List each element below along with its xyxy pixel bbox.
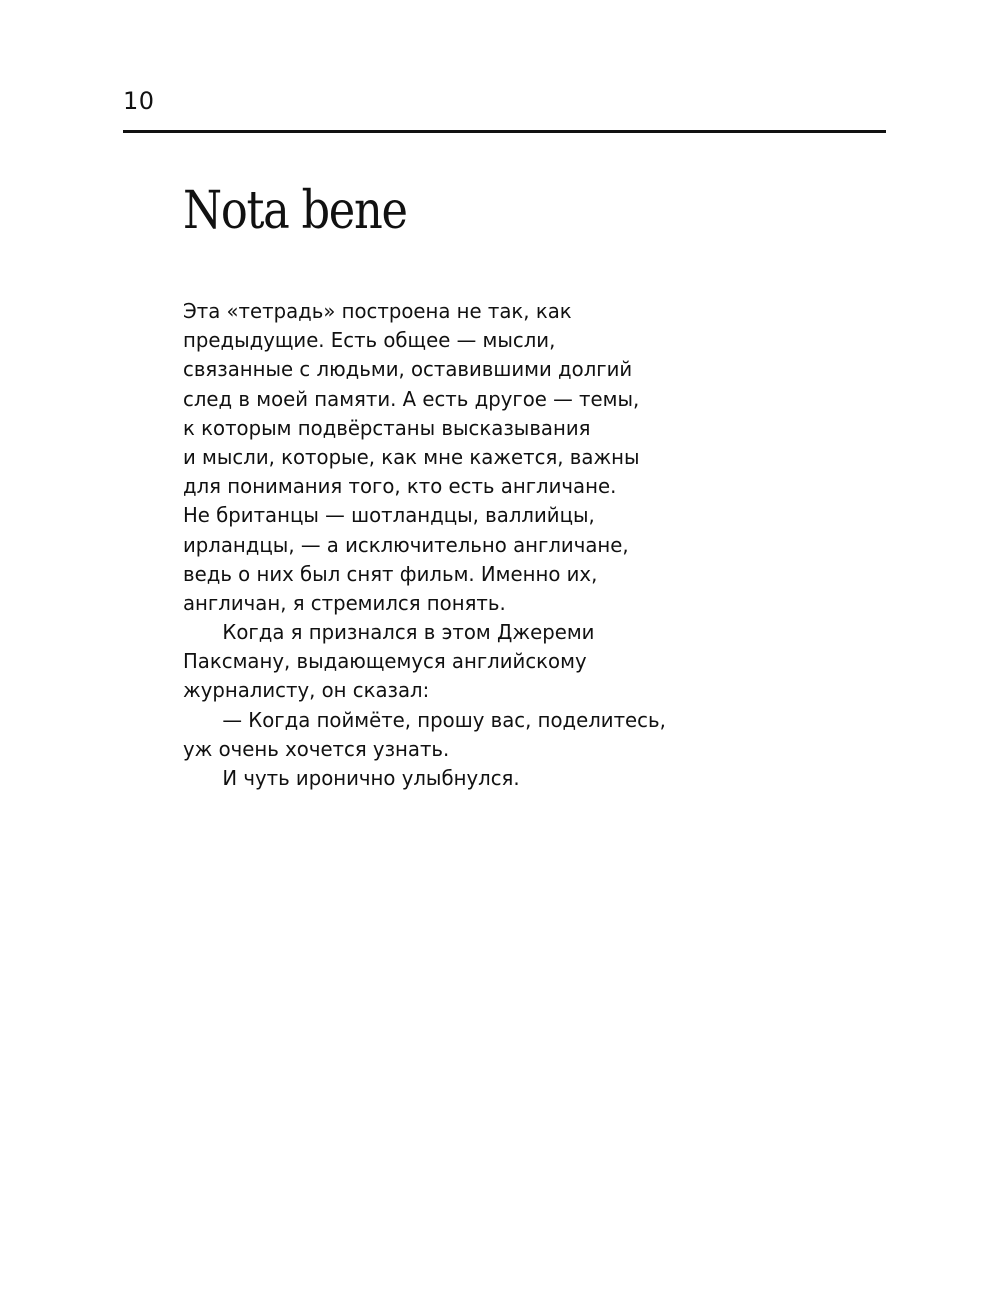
paragraph-first-line: И чуть иронично улыбнулся. <box>222 766 520 790</box>
text-line: связанные с людьми, оставившими долгий <box>183 357 633 382</box>
text-line: Не британцы — шотландцы, валлийцы, <box>183 503 595 528</box>
text-line: англичан, я стремился понять. <box>183 590 506 615</box>
text-line: для понимания того, кто есть англичане. <box>183 474 617 499</box>
text-line: уж очень хочется узнать. <box>183 736 450 761</box>
text-line: к которым подвёрстаны высказывания <box>183 415 591 440</box>
body-text <box>183 297 723 793</box>
text-line: ирландцы, — а исключительно англичане, <box>183 532 629 557</box>
header-divider <box>123 130 886 133</box>
text-line: журналисту, он сказал: <box>183 678 430 703</box>
text-line: предыдущие. Есть общее — мысли, <box>183 328 556 353</box>
text-line: и мысли, которые, как мне кажется, важны <box>183 444 640 469</box>
text-line: ведь о них был снят фильм. Именно их, <box>183 561 598 586</box>
chapter-title: Nota bene <box>183 181 407 241</box>
page-number: 10 <box>123 87 155 115</box>
dialogue-line: — Когда поймёте, прошу вас, поделитесь, <box>222 707 666 732</box>
text-line: след в моей памяти. А есть другое — темы, <box>183 386 640 411</box>
text-line: Паксману, выдающемуся английскому <box>183 649 587 674</box>
paragraph-first-line: Когда я признался в этом Джереми <box>222 620 595 645</box>
text-line: Эта «тетрадь» построена не так, как <box>183 299 572 323</box>
